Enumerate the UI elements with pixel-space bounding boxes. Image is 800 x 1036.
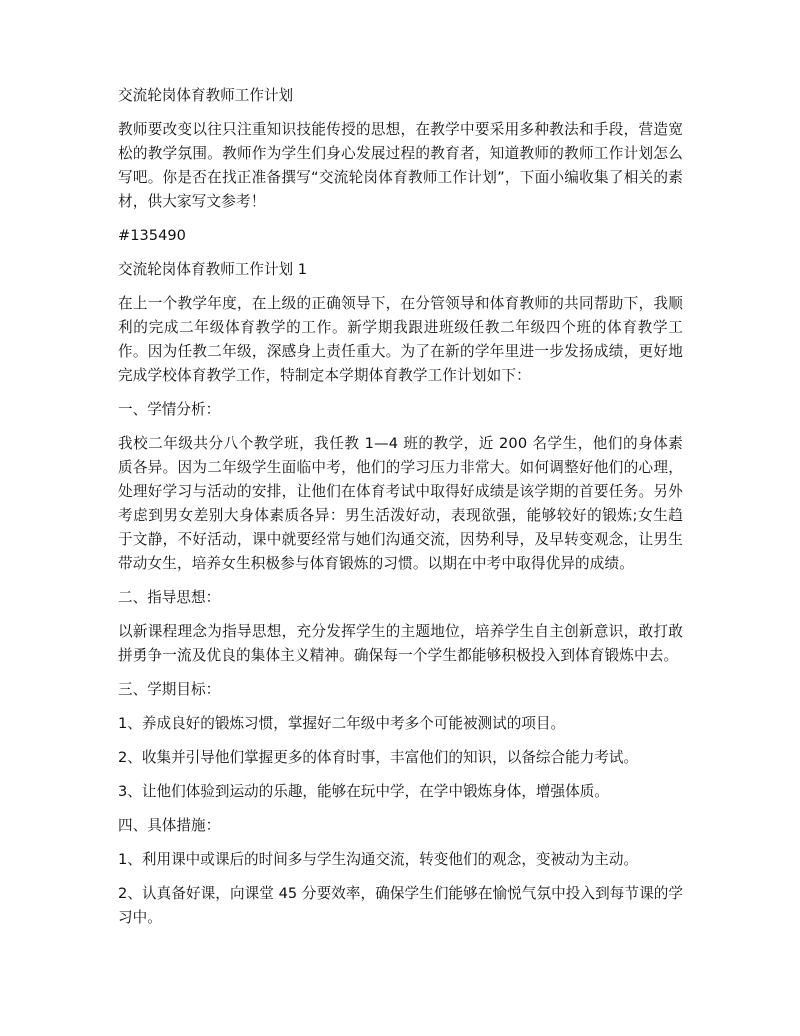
document-page [118, 84, 683, 940]
goal-item-2: 2、收集并引导他们掌握更多的体育时事，丰富他们的知识，以备综合能力考试。 [118, 749, 639, 766]
plan-subtitle: 交流轮岗体育教师工作计划 1 [118, 261, 308, 278]
opening-paragraph: 在上一个教学年度，在上级的正确领导下，在分管领导和体育教师的共同帮助下，我顺利的完成二年级体育教学的工作。新学期我跟进班级任教二年级四个班的体育教学工作。因为任教二年级，深感身上责任重大。为了在新的学年里进一步发扬成绩，更好地完成学校体育教学工作，特制定本学期体育教学工作计划如下： [118, 295, 683, 384]
section-4-title: 四、具体措施： [118, 817, 221, 834]
goal-item-3: 3、让他们体验到运动的乐趣，能够在玩中学，在学中锻炼身体，增强体质。 [118, 783, 609, 800]
section-1-body: 我校二年级共分八个教学班，我任教 1—4 班的教学，近 200 名学生，他们的身体素质各异。因为二年级学生面临中考，他们的学习压力非常大。如何调整好他们的心理，处理好学习与活动的安排，让他们在体育考试中取得好成绩是该学期的首要任务。另外考虑到男女差别大身体素质各异：男生活泼好动，表现欲强，能够较好的锻炼;女生趋于文静，不好活动，课中就要经常与她们沟通交流，因势利导，及早转变观念，让男生带动女生，培养女生积极参与体育锻炼的习惯。以期在中考中取得优异的成绩。 [118, 435, 683, 572]
section-3-title: 三、学期目标： [118, 681, 221, 698]
measure-item-1: 1、利用课中或课后的时间多与学生沟通交流，转变他们的观念，变被动为主动。 [118, 851, 639, 868]
document-id: #135490 [118, 227, 186, 244]
intro-paragraph: 教师要改变以往只注重知识技能传授的思想，在教学中要采用多种教法和手段，营造宽松的教学氛围。教师作为学生们身心发展过程的教育者，知道教师的教师工作计划怎么写吧。你是否在找正准备撰写“交流轮岗体育教师工作计划”，下面小编收集了相关的素材，供大家写文参考！ [118, 121, 683, 210]
section-2-body: 以新课程理念为指导思想，充分发挥学生的主题地位，培养学生自主创新意识，敢打敢拼勇争一流及优良的集体主义精神。确保每一个学生都能够积极投入到体育锻炼中去。 [118, 623, 683, 664]
goal-item-1: 1、养成良好的锻炼习惯，掌握好二年级中考多个可能被测试的项目。 [118, 715, 566, 732]
section-1-title: 一、学情分析： [118, 401, 221, 418]
document-title: 交流轮岗体育教师工作计划 [118, 87, 294, 104]
measure-item-2: 2、认真备好课，向课堂 45 分要效率，确保学生们能够在愉悦气氛中投入到每节课的学习中。 [118, 885, 683, 926]
section-2-title: 二、指导思想： [118, 589, 221, 606]
